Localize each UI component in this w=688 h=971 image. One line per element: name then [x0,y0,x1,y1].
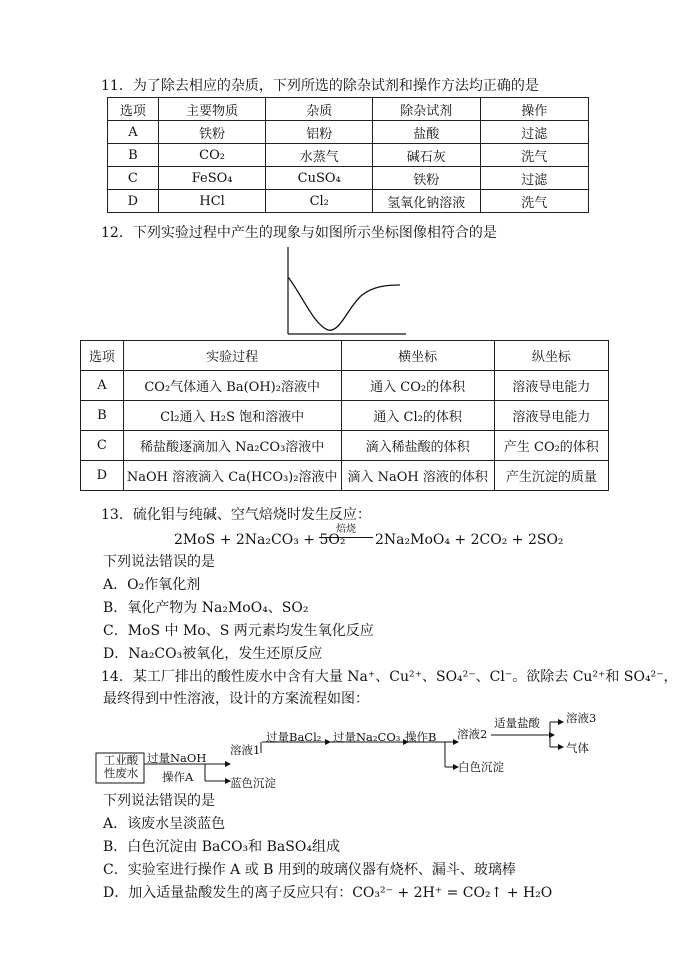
table-row [81,431,609,461]
table-header-cell: 选项 [108,98,159,121]
table-cell: 氢氧化钠溶液 [373,190,480,213]
table-cell: 过滤 [480,167,588,190]
flow-step2-reagent: 过量BaCl₂ [266,730,322,744]
q14-stem-line1: 14．某工厂排出的酸性废水中含有大量 Na⁺、Cu²⁺、SO₄²⁻、Cl⁻。欲除去 Cu²⁺和 SO₄²⁻， [101,669,678,685]
table-cell: 水蒸气 [266,144,373,167]
q13-option-c: C．MoS 中 Mo、S 两元素均发生氧化反应 [103,623,374,639]
flow-solution-1: 溶液1 [230,743,261,757]
table-cell: 碱石灰 [373,144,480,167]
table-cell: 铝粉 [266,121,373,144]
flow-step5-reagent: 适量盐酸 [494,716,540,730]
table-cell: D [81,461,124,491]
flow-source-line1: 工业酸 [103,753,139,767]
flow-step4-operation: 操作B [405,730,437,744]
table-cell: 铁粉 [158,121,266,144]
table-cell: CuSO₄ [266,167,373,190]
table-header-row [108,98,589,121]
q14-option-d: D．加入适量盐酸发生的离子反应只有：CO₃²⁻ + 2H⁺ = CO₂↑ + H₂O [103,885,553,901]
flow-step1-operation: 操作A [162,770,194,784]
flow-solution-2: 溶液2 [457,727,488,741]
q12-graph [282,243,410,337]
table-cell: CO₂ [158,144,266,167]
table-cell: 洗气 [480,144,588,167]
q13-eq-left: 2MoS + 2Na₂CO₃ + 5O₂ [174,532,346,548]
table-cell: 稀盐酸逐滴加入 Na₂CO₃溶液中 [123,431,341,461]
table-cell: C [108,167,159,190]
table-row [108,121,589,144]
table-cell: Cl₂通入 H₂S 饱和溶液中 [123,401,341,431]
q12-table [80,340,609,491]
flow-step3-reagent: 过量Na₂CO₃ [333,730,401,744]
table-header-cell: 主要物质 [158,98,266,121]
q13-eq-right: 2Na₂MoO₄ + 2CO₂ + 2SO₂ [375,532,564,548]
table-cell: 溶液导电能力 [494,401,608,431]
q14-stem-line2: 最终得到中性溶液，设计的方案流程如图： [103,691,369,707]
table-cell: 溶液导电能力 [494,371,608,401]
table-cell: D [108,190,159,213]
flow-precipitate-blue: 蓝色沉淀 [230,776,276,790]
graph-curve [288,277,400,330]
q11-table [107,97,589,213]
table-row [81,371,609,401]
table-cell: 洗气 [480,190,588,213]
table-cell: 盐酸 [373,121,480,144]
table-cell: FeSO₄ [158,167,266,190]
table-cell: 滴入 NaOH 溶液的体积 [341,461,494,491]
table-cell: NaOH 溶液滴入 Ca(HCO₃)₂溶液中 [123,461,341,491]
flow-gas: 气体 [566,741,589,755]
table-cell: 过滤 [480,121,588,144]
q14-option-c: C．实验室进行操作 A 或 B 用到的玻璃仪器有烧杯、漏斗、玻璃棒 [103,862,516,878]
table-row [81,401,609,431]
q14-prompt: 下列说法错误的是 [103,793,215,809]
table-cell: 铁粉 [373,167,480,190]
table-cell: B [81,401,124,431]
q14-option-a: A．该废水呈淡蓝色 [103,816,226,832]
q13-option-d: D．Na₂CO₃被氧化，发生还原反应 [103,646,323,662]
flow-step1-reagent: 过量NaOH [147,751,207,765]
flow-source-box [97,754,145,780]
table-header-row [81,341,609,371]
table-cell: HCl [158,190,266,213]
table-cell: A [108,121,159,144]
q13-eq-condition: 焙烧 [336,524,356,535]
flow-precipitate-white: 白色沉淀 [458,760,504,774]
table-row [81,461,609,491]
table-cell: A [81,371,124,401]
table-cell: 产生沉淀的质量 [494,461,608,491]
q12-stem: 12．下列实验过程中产生的现象与如图所示坐标图像相符合的是 [101,225,497,241]
flow-source-line2: 性废水 [103,766,139,780]
table-cell: Cl₂ [266,190,373,213]
q13-option-a: A．O₂作氧化剂 [103,577,201,593]
table-cell: 通入 Cl₂的体积 [341,401,494,431]
table-header-cell: 选项 [81,341,124,371]
table-header-cell: 杂质 [266,98,373,121]
table-row [108,190,589,213]
flow-solution-3: 溶液3 [566,711,597,725]
table-cell: 产生 CO₂的体积 [494,431,608,461]
q11-stem: 11．为了除去相应的杂质，下列所选的除杂试剂和操作方法均正确的是 [101,78,539,94]
q14-option-b: B．白色沉淀由 BaCO₃和 BaSO₄组成 [103,839,340,855]
q13-eq-arrow-line [319,537,373,538]
table-header-cell: 操作 [480,98,588,121]
table-cell: 通入 CO₂的体积 [341,371,494,401]
q13-prompt: 下列说法错误的是 [103,554,215,570]
table-row [108,167,589,190]
table-cell: B [108,144,159,167]
q13-stem: 13．硫化钼与纯碱、空气焙烧时发生反应： [101,507,371,523]
table-header-cell: 实验过程 [123,341,341,371]
table-header-cell: 横坐标 [341,341,494,371]
table-cell: C [81,431,124,461]
table-cell: 滴入稀盐酸的体积 [341,431,494,461]
table-cell: CO₂气体通入 Ba(OH)₂溶液中 [123,371,341,401]
table-header-cell: 纵坐标 [494,341,608,371]
q13-option-b: B．氧化产物为 Na₂MoO₄、SO₂ [103,600,309,616]
table-row [108,144,589,167]
table-header-cell: 除杂试剂 [373,98,480,121]
